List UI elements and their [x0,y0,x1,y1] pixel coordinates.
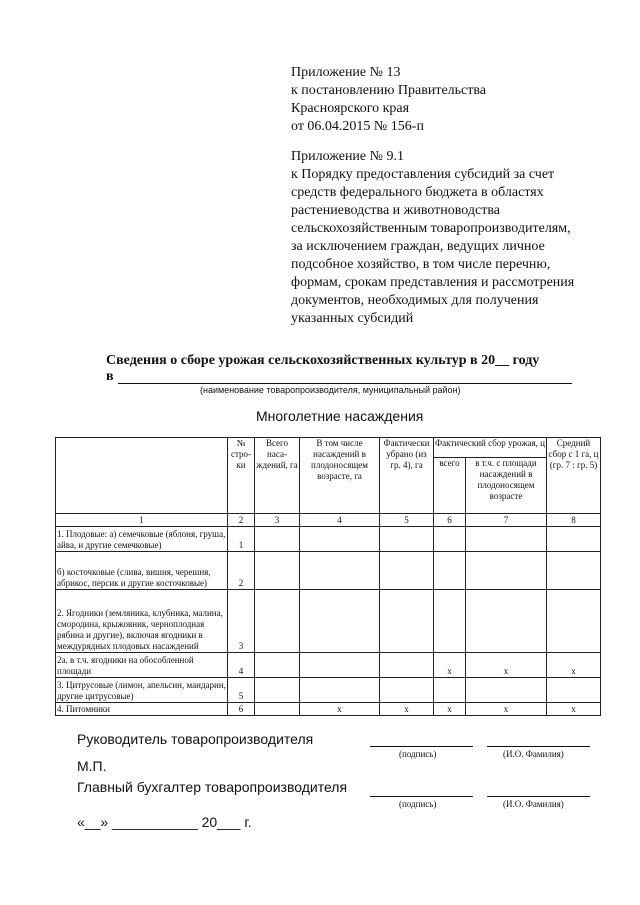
column-number: 5 [380,514,434,527]
header-total-area: Всего наса-ждений, га [255,438,300,514]
cell-fruiting-area[interactable] [300,527,380,552]
head-signature-line[interactable] [370,746,473,747]
appendix-9-1-line: указанных субсидий [291,311,414,326]
row-number: 5 [228,678,255,703]
row-name: 3. Цитрусовые (лимон, апельсин, мандарин, другие цитрусовые) [56,678,228,703]
form-title: Сведения о сборе урожая сельскохозяйственных культур в 20__ году [106,353,540,368]
cell-actual-total[interactable] [434,590,466,653]
producer-name-line[interactable] [118,383,572,384]
cell-actual-fruiting: х [466,653,547,678]
cell-actual-total: х [434,703,466,716]
appendix-9-1-line: за исключением граждан, ведущих личное [291,239,545,254]
column-number: 4 [300,514,380,527]
cell-fruiting-area[interactable] [300,678,380,703]
cell-actual-total[interactable] [434,678,466,703]
row-number: 4 [228,653,255,678]
cell-fruiting-area[interactable] [300,590,380,653]
header-average-yield: Средний сбор с 1 га, ц (гр. 7 : гр. 5) [547,438,601,514]
header-name [56,438,228,514]
head-label: Руководитель товаропроизводителя [77,731,314,747]
cell-actual-fruiting: х [466,703,547,716]
accountant-label: Главный бухгалтер товаропроизводителя [77,779,348,795]
producer-label: в [106,369,114,384]
accountant-signature-line[interactable] [370,796,473,797]
cell-total-area[interactable] [255,653,300,678]
cell-harvested-area[interactable] [380,678,434,703]
cell-total-area[interactable] [255,678,300,703]
appendix-9-1-line: средств федерального бюджета в областях [291,185,544,200]
table-row [56,527,601,552]
appendix-9-1-line: Приложение № 9.1 [291,149,404,164]
header-actual-total: всего [434,458,466,514]
head-name-caption: (И.О. Фамилия) [503,749,564,759]
row-name: 2а. в т.ч. ягодники на обособленной площади [56,653,228,678]
appendix-13-line: к постановлению Правительства [291,83,487,98]
cell-actual-total[interactable] [434,552,466,590]
row-number: 3 [228,590,255,653]
cell-harvested-area[interactable] [380,527,434,552]
column-number: 1 [56,514,228,527]
head-signature-caption: (подпись) [399,749,437,759]
cell-harvested-area[interactable] [380,590,434,653]
appendix-9-1-header [291,148,574,328]
appendix-13-line: Приложение № 13 [291,65,401,80]
form-subtitle: Многолетние насаждения [256,408,424,424]
cell-fruiting-area[interactable] [300,552,380,590]
cell-total-area[interactable] [255,590,300,653]
cell-total-area[interactable] [255,552,300,590]
table-row [56,678,601,703]
cell-actual-fruiting[interactable] [466,527,547,552]
column-number: 6 [434,514,466,527]
row-name: 1. Плодовые: а) семечковые (яблоня, груша, айва, и другие семечковые) [56,527,228,552]
cell-average-yield[interactable] [547,590,601,653]
cell-actual-fruiting[interactable] [466,678,547,703]
column-number: 8 [547,514,601,527]
cell-average-yield: х [547,703,601,716]
head-name-line[interactable] [487,746,590,747]
header-row-no: № стро-ки [228,438,255,514]
appendix-9-1-line: сельскохозяйственным товаропроизводителям, [291,221,571,236]
table-row [56,552,601,590]
cell-harvested-area[interactable] [380,653,434,678]
cell-average-yield[interactable] [547,552,601,590]
appendix-9-1-line: формам, срокам представления и рассмотрения [291,275,575,290]
cell-actual-fruiting[interactable] [466,590,547,653]
header-fruiting-area: В том числе насаждений в плодоносящем возрасте, га [300,438,380,514]
cell-harvested-area[interactable] [380,552,434,590]
accountant-name-line[interactable] [487,796,590,797]
accountant-name-caption: (И.О. Фамилия) [503,799,564,809]
appendix-13-line: от 06.04.2015 № 156-п [291,119,424,134]
row-name: б) косточковые (слива, вишня, черешня, абрикос, персик и другие косточковые) [56,552,228,590]
row-number: 1 [228,527,255,552]
cell-total-area[interactable] [255,527,300,552]
column-number: 7 [466,514,547,527]
table-row [56,590,601,653]
cell-actual-fruiting[interactable] [466,552,547,590]
cell-harvested-area: х [380,703,434,716]
cell-fruiting-area: х [300,703,380,716]
cell-average-yield[interactable] [547,527,601,552]
appendix-9-1-line: подсобное хозяйство, в том числе перечню, [291,257,551,272]
row-number: 6 [228,703,255,716]
cell-actual-total: х [434,653,466,678]
table-row [56,653,601,678]
appendix-9-1-line: документов, необходимых для получения [291,293,539,308]
stamp-label: М.П. [77,758,107,774]
table-row [56,703,601,716]
header-harvested-area: Фактически убрано (из гр. 4), га [380,438,434,514]
cell-average-yield[interactable] [547,678,601,703]
appendix-9-1-line: растениеводства и животноводства [291,203,500,218]
header-actual-harvest: Фактический сбор урожая, ц [434,438,547,458]
row-name: 4. Питомники [56,703,228,716]
producer-caption: (наименование товаропроизводителя, муниципальный район) [200,385,461,395]
appendix-13-line: Красноярского края [291,101,410,116]
cell-average-yield: х [547,653,601,678]
appendix-9-1-line: к Порядку предоставления субсидий за счет [291,167,555,182]
header-actual-fruiting: в т.ч. с площади насаждений в плодоносящем возрасте [466,458,547,514]
cell-total-area[interactable] [255,703,300,716]
row-name: 2. Ягодники (земляника, клубника, малина, смородина, крыжовник, черноплодная рябина и другие), включая ягодники в междурядных плодовых насаждений [56,590,228,653]
row-number: 2 [228,552,255,590]
column-number: 2 [228,514,255,527]
appendix-13-header [291,64,486,136]
harvest-table [55,437,601,716]
date-line[interactable]: «__» ___________ 20___ г. [77,814,252,830]
cell-actual-total[interactable] [434,527,466,552]
column-number: 3 [255,514,300,527]
accountant-signature-caption: (подпись) [399,799,437,809]
cell-fruiting-area[interactable] [300,653,380,678]
